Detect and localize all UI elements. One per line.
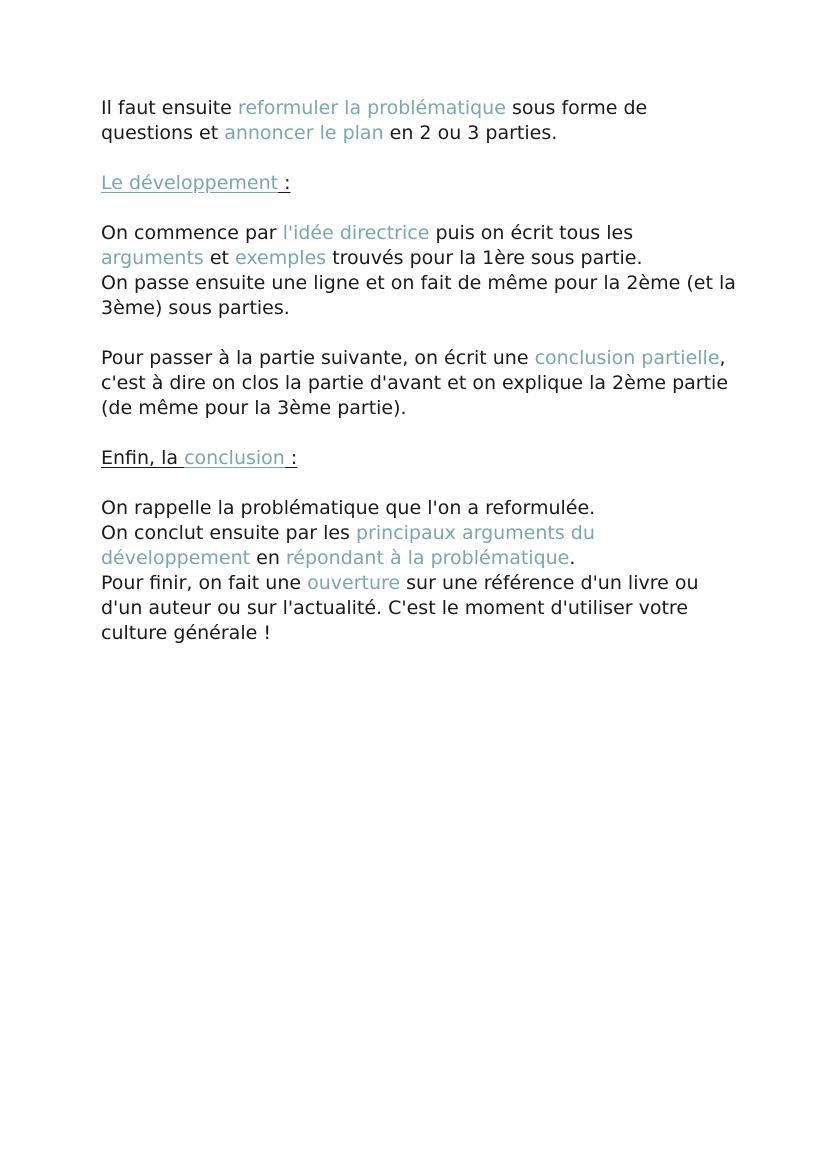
text-span: sur une référence d'un livre ou d'un auteur ou sur l'actualité. C'est le moment d'utiliser votre culture générale ! (101, 572, 699, 644)
highlight-span: annoncer le plan (224, 122, 384, 144)
text-span: On passe ensuite une ligne et on fait de même pour la 2ème (et la 3ème) sous parties. (101, 272, 736, 319)
highlight-span: reformuler la problématique (237, 97, 506, 119)
heading-suffix: : (284, 447, 298, 469)
text-span: On rappelle la problématique que l'on a reformulée. (101, 497, 596, 519)
text-span: sous forme de questions et (101, 97, 648, 144)
heading-label: conclusion (184, 447, 285, 469)
text-span: On conclut ensuite par les (101, 522, 356, 544)
developpement-paragraph-2 (101, 346, 741, 421)
text-span: On commence par (101, 222, 283, 244)
developpement-paragraph-1 (101, 221, 741, 321)
highlight-span: principaux arguments du développement (101, 522, 595, 569)
heading-label: Le développement (101, 172, 279, 194)
heading-suffix: : (278, 172, 291, 194)
document-body (101, 96, 741, 671)
conclusion-paragraph (101, 496, 741, 646)
highlight-span: l'idée directrice (282, 222, 430, 244)
text-span: trouvés pour la 1ère sous partie. (326, 247, 643, 269)
text-span: puis on écrit tous les (429, 222, 634, 244)
highlight-span: arguments (101, 247, 204, 269)
text-span: , c'est à dire on clos la partie d'avant et on explique la 2ème partie (de même pour la 3ème partie). (101, 347, 729, 419)
highlight-span: ouverture (307, 572, 401, 594)
text-span: Pour passer à la partie suivante, on écrit une (101, 347, 535, 369)
text-span: en 2 ou 3 parties. (383, 122, 558, 144)
text-span: Il faut ensuite (101, 97, 238, 119)
intro-paragraph (101, 96, 741, 146)
text-span: . (569, 547, 576, 569)
highlight-span: conclusion partielle (534, 347, 720, 369)
highlight-span: exemples (235, 247, 327, 269)
text-span: en (250, 547, 286, 569)
highlight-span: répondant à la problématique (285, 547, 570, 569)
heading-prefix: Enfin, la (101, 447, 185, 469)
developpement-heading (101, 171, 741, 196)
text-span: Pour finir, on fait une (101, 572, 308, 594)
text-span: et (203, 247, 236, 269)
conclusion-heading (101, 446, 741, 471)
